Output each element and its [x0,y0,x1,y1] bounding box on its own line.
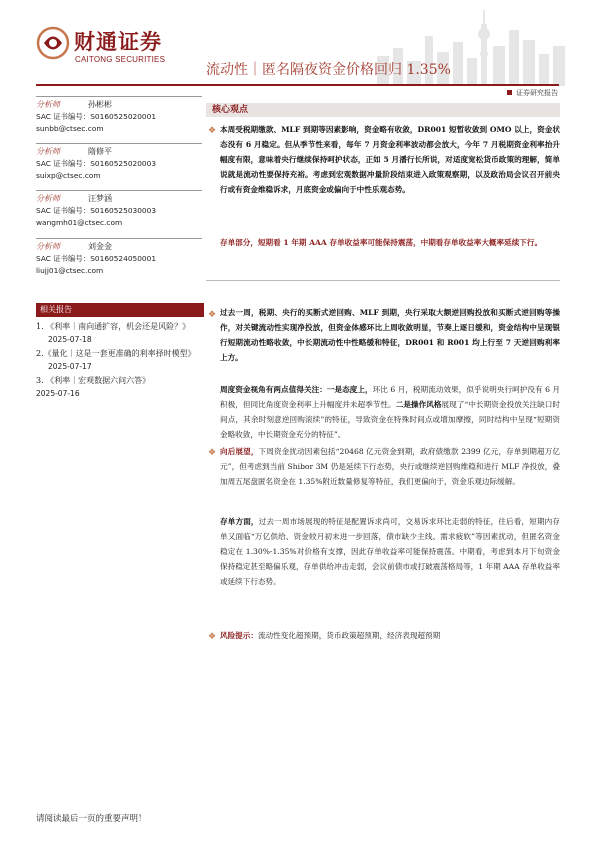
diamond-bullet-icon: ❖ [208,310,217,320]
related-reports-heading: 相关报告 [36,303,204,317]
analyst-card [36,96,202,135]
analyst-cert: SAC 证书编号：S0160524050001 [36,254,157,263]
funding-view-paragraph [220,382,560,442]
list-item[interactable] [36,347,206,373]
analyst-header [36,190,202,205]
outlook-lead: 向后展望， [220,447,259,456]
related-report-title[interactable]: 1. 《利率｜南向通扩容，机会还是风险？》 [36,322,191,331]
analyst-role: 分析师 [36,194,60,203]
report-title: 流动性｜匿名隔夜资金价格回归 1.35% [206,62,451,78]
analyst-header [36,96,202,111]
list-item[interactable] [36,320,206,346]
outlook-paragraph [220,444,560,489]
logo-text-cn: 财通证券 [74,30,162,54]
related-report-title[interactable]: 3. 《利率｜宏观数据六问六答》 [36,376,151,385]
company-logo [36,22,186,70]
logo-text-en: CAITONG SECURITIES [75,55,166,64]
risk-text: 流动性变化超预期，货币政策超预期，经济表现超预期 [257,631,441,640]
analyst-name: 隋修平 [88,147,112,156]
analyst-card [36,190,202,229]
analyst-name: 孙彬彬 [88,100,112,109]
analyst-name: 汪梦涵 [88,194,112,203]
cd-lead: 存单方面， [220,517,259,526]
related-reports-list [36,320,206,401]
operation-style-text: 展现了“中长期资金投放关注缺口时间点，其余时刻意逆回购滚续”的特征，导致资金在特殊时间点或增加摩擦，同时结构中呈现“短期资金略收敛，中长期资金充分的特征”。 [220,400,561,439]
analyst-cert: SAC 证书编号：S0160525030003 [36,206,157,215]
report-type-label [507,88,558,98]
analyst-email[interactable]: wangmh01@ctsec.com [36,218,123,227]
section-divider [206,280,560,281]
analyst-cert: SAC 证书编号：S0160525020001 [36,112,157,121]
related-report-title[interactable]: 2.《量化｜这是一套更准确的利率择时模型》 [36,349,196,358]
related-report-date: 2025-07-17 [48,362,92,371]
diamond-bullet-icon: ❖ [208,632,217,642]
list-item[interactable] [36,374,206,400]
related-report-date: 2025-07-18 [48,335,92,344]
funding-view-lead: 周度资金视角有两点值得关注：一是态度上， [220,385,373,394]
diamond-bullet-icon: ❖ [208,126,217,136]
weekly-review-paragraph: 过去一周，税期、央行的买断式逆回购、MLF 到期，央行采取大额逆回购投放和买断式逆回购等操作，对关键流动性实现净投放，但资金体感环比上周收敛明显，节奏上逐日缓和，资金结构中呈现银行短期流动性略收敛，中长期流动性中性略缓和特征，DR001 和 R001 均上行至 7 天逆回购利率上方。 [220,308,560,362]
analyst-cert: SAC 证书编号：S0160525020003 [36,159,157,168]
logo-mark-icon [36,26,70,60]
core-viewpoint-heading: 核心观点 [206,103,560,117]
cd-text: 过去一周市场展现的特征是配置诉求尚可，交易诉求环比走弱的特征，往后看，短期内存单又面临“万亿供给、资金较月初末进一步回落，债市缺少主线、需求疲软”等因素扰动，但匿名资金稳定在 1.30%-1.35%对价格有支撑，因此存单收益率可能保持震荡。中期看，考虑到本月下旬资金保持稳定甚至略偏乐观，存单供给冲击走弱，会议前债市或打破震荡格局等，1 年期 AAA 存单收益率或延续下行态势。 [220,517,560,586]
analyst-role: 分析师 [36,100,60,109]
analyst-name: 刘金金 [88,242,112,251]
funding-view-text: 环比 6 月，税期流动效果，似乎说明央行呵护没有 6 月积极，但同比角度资金利率上升幅度并未超季节性。 [220,385,560,409]
summary-paragraph: 本周受税期缴款、MLF 到期等因素影响，资金略有收敛，DR001 短暂收敛到 OMO 以上，资金状态没有 6 月稳定。但从季节性来看，每年 7 月资金利率波动都会放大，今年 7 月税期资金利率抬升幅度有限，意味着央行继续保持呵护状态，正如 5 月潘行长所说，对适度宽松货币政策的理解，简单说就是流动性要保持充裕。考虑到宏观数据冲量阶段结束进入政策观察期，以及政治局会议召开前央行或有资金维稳诉求，月底资金或偏向于中性乐观态势。 [220,125,560,194]
analyst-email[interactable]: sunbb@ctsec.com [36,124,104,133]
analyst-header [36,238,202,253]
cd-paragraph [220,514,560,589]
cd-summary-paragraph: 存单部分，短期看 1 年期 AAA 存单收益率可能保持震荡，中期看存单收益率大概率延续下行。 [220,238,543,247]
analyst-role: 分析师 [36,242,60,251]
disclaimer: 请阅读最后一页的重要声明！ [36,814,147,824]
header-divider [36,84,559,86]
outlook-text: 下周资金扰动因素包括“20468 亿元资金到期，政府债缴款 2399 亿元，存单到期超万亿元”，但考虑到当前 Shibor 3M 仍是延续下行态势，央行或继续逆回购维稳和进行 MLF 净投放，叠加周五尾盘匿名资金在 1.35%附近数量修复等特征，我们更偏向于，资金乐观边际缓解。 [220,447,561,486]
analyst-card [36,143,202,182]
analyst-role: 分析师 [36,147,60,156]
risk-paragraph [220,628,560,643]
report-type-text: 证券研究报告 [516,89,558,97]
diamond-bullet-icon: ❖ [208,448,217,458]
analyst-card [36,238,202,277]
risk-lead: 风险提示： [220,631,258,640]
square-bullet-icon [507,90,512,95]
operation-style-lead: 二是操作风格 [395,400,442,409]
analyst-email[interactable]: suixp@ctsec.com [36,171,101,180]
analyst-header [36,143,202,158]
related-report-date: 2025-07-16 [36,389,80,398]
analyst-email[interactable]: liujj01@ctsec.com [36,266,104,275]
